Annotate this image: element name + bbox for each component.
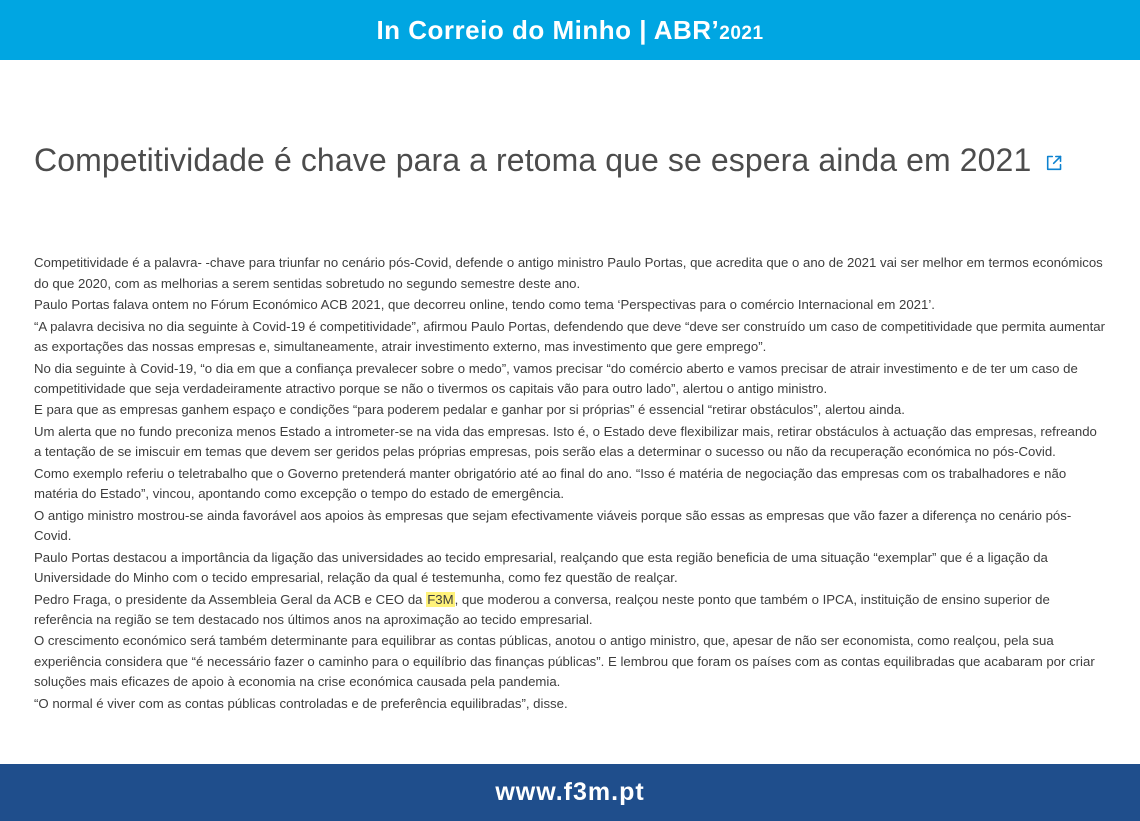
article-body bbox=[34, 253, 1106, 714]
article-content bbox=[0, 60, 1140, 764]
source-banner bbox=[0, 0, 1140, 60]
highlighted-term: F3M bbox=[427, 591, 454, 607]
highlight-prefix-text: Pedro Fraga, o presidente da Assembleia Geral da ACB e CEO da bbox=[34, 591, 427, 607]
article-paragraph: Paulo Portas destacou a importância da ligação das universidades ao tecido empresarial, realçando que esta região beneficia de uma situação “exemplar” que é a ligação da Universidade do Minho com o tecido empresarial, relação da qual é testemunha, como fez questão de realçar. bbox=[34, 549, 1048, 586]
footer-bar bbox=[0, 764, 1140, 821]
page-title: Competitividade é chave para a retoma que se espera ainda em 2021 bbox=[34, 142, 1032, 179]
article-paragraph-highlighted bbox=[34, 590, 1106, 631]
article-paragraph: O antigo ministro mostrou-se ainda favorável aos apoios às empresas que sejam efectivamente viáveis porque são essas as empresas que vão fazer a diferença no cenário pós-Covid. bbox=[34, 507, 1072, 544]
article-paragraph: No dia seguinte à Covid-19, “o dia em que a confiança prevalecer sobre o medo”, vamos precisar “do comércio aberto e vamos precisar de atrair investimento e de ter um caso de competitividade que seja verdadeiramente atractivo porque se não o tivermos os capitais vão para outro lado”, alertou o antigo ministro. bbox=[34, 360, 1078, 396]
external-link-icon[interactable] bbox=[1045, 154, 1063, 172]
article-paragraph: “A palavra decisiva no dia seguinte à Covid-19 é competitividade”, afirmou Paulo Portas, defendendo que deve “deve ser construído um caso de competitividade que permita aumentar as exportações das nossas empresas e, simultaneamente, atrair investimento externo, mas investimento que gere emprego”. bbox=[34, 318, 1106, 355]
article-paragraph: “O normal é viver com as contas públicas controladas e de preferência equilibradas”, disse. bbox=[34, 695, 568, 711]
article-paragraph: O crescimento económico será também determinante para equilibrar as contas públicas, anotou o antigo ministro, que, apesar de não ser economista, como realçou, pela sua experiência considera que “é necessário fazer o caminho para o equilíbrio das finanças públicas”. E lembrou que foram os países com as contas equilibradas que acabaram por criar soluções mais eficazes de apoio à economia na crise económica causada pela pandemia. bbox=[34, 633, 1095, 690]
headline-row bbox=[34, 120, 1106, 201]
article-paragraph: Como exemplo referiu o teletrabalho que o Governo pretenderá manter obrigatório até ao final do ano. “Isso é matéria de negociação das empresas com os trabalhadores e não matéria do Estado”, vincou, apontando como excepção o tempo do estado de emergência. bbox=[34, 465, 1067, 502]
source-year: 2021 bbox=[719, 22, 764, 44]
article-paragraph: Paulo Portas falava ontem no Fórum Económico ACB 2021, que decorreu online, tendo como tema ‘Perspectivas para o comércio Internacional em 2021’. bbox=[34, 297, 935, 313]
article-paragraph: Competitividade é a palavra- -chave para triunfar no cenário pós-Covid, defende o antigo ministro Paulo Portas, que acredita que o ano de 2021 vai ser melhor em termos económicos do que 2020, com as melhorias a serem sentidas sobretudo no segundo semestre deste ano. bbox=[34, 255, 1103, 291]
article-paragraph: Um alerta que no fundo preconiza menos Estado a intrometer-se na vida das empresas. Isto é, o Estado deve flexibilizar mais, retirar obstáculos à actuação das empresas, refreando a tentação de se imiscuir em temas que devem ser geridos pelas próprias empresas, pois serão elas a determinar o sucesso ou não da recuperação económica no pós-Covid. bbox=[34, 423, 1097, 460]
source-label: In Correio do Minho | ABR’ bbox=[376, 14, 720, 45]
footer-website[interactable]: www.f3m.pt bbox=[495, 778, 645, 806]
source-banner-title bbox=[376, 15, 763, 46]
article-paragraph: E para que as empresas ganhem espaço e condições “para poderem pedalar e ganhar por si próprias” é essencial “retirar obstáculos”, alertou ainda. bbox=[34, 402, 905, 418]
highlight-suffix-text: , que moderou a conversa, realçou neste ponto que também o IPCA, instituição de ensino superior de referência na região se tem destacado nos últimos anos na aproximação ao tecido empresarial. bbox=[34, 591, 1050, 627]
